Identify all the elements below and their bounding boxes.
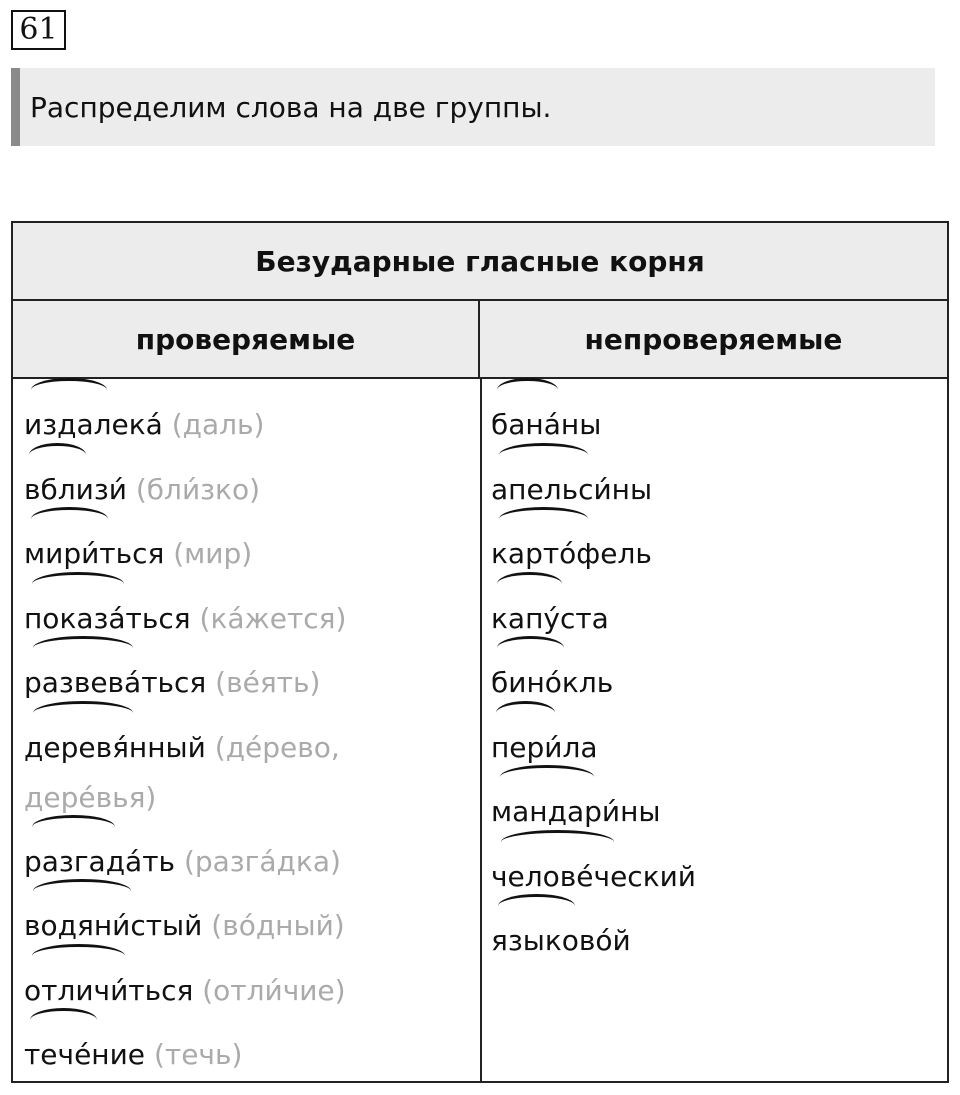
word: развева́ться — [24, 666, 206, 699]
check-word: (мир) — [173, 537, 253, 570]
word: издалека́ — [24, 408, 163, 441]
list-item — [491, 909, 931, 974]
root-arc-icon — [31, 378, 107, 390]
check-word: (отли́чие) — [202, 973, 346, 1007]
list-item — [24, 393, 464, 458]
root-arc-icon — [497, 378, 558, 390]
word: пери́ла — [491, 731, 598, 764]
checkable-column — [24, 393, 464, 1088]
word: бана́ны — [491, 408, 601, 441]
uncheckable-column — [491, 393, 931, 974]
list-item — [491, 651, 931, 716]
list-item — [24, 716, 464, 830]
check-word: (во́дный) — [211, 909, 345, 942]
word: тече́ние — [24, 1038, 145, 1071]
vowel-table — [11, 221, 949, 1083]
instruction-text: Распределим слова на две группы. — [30, 90, 552, 124]
word: вблизи́ — [24, 473, 127, 506]
column-divider — [480, 379, 482, 1081]
column-header-checkable: проверяемые — [13, 301, 480, 379]
word: мири́ться — [24, 537, 164, 570]
check-word: (течь) — [153, 1038, 243, 1071]
table-title: Безударные гласные корня — [13, 223, 947, 301]
instruction-banner — [11, 68, 935, 146]
check-word: (разга́дка) — [183, 844, 341, 878]
word: челове́ческий — [491, 860, 696, 893]
list-item — [24, 1023, 464, 1088]
check-word: (бли́зко) — [135, 472, 260, 506]
word: карто́фель — [491, 537, 652, 570]
word: бино́кль — [491, 666, 613, 699]
word: капу́ста — [491, 602, 609, 635]
check-word: (ве́ять) — [215, 666, 321, 699]
check-word: (ка́жется) — [199, 601, 347, 635]
word: показа́ться — [24, 602, 191, 635]
word: водяни́стый — [24, 909, 202, 942]
word: отличи́ться — [24, 974, 193, 1007]
word: мандари́ны — [491, 795, 661, 828]
check-word: (де́рево, дере́вья) — [24, 730, 340, 814]
word: деревя́нный — [24, 731, 206, 764]
check-word: (даль) — [171, 408, 265, 441]
task-number: 61 — [11, 10, 66, 50]
column-header-uncheckable: непроверяемые — [480, 301, 947, 379]
word: языково́й — [491, 924, 631, 957]
word: апельси́ны — [491, 473, 652, 506]
word: разгада́ть — [24, 845, 175, 878]
